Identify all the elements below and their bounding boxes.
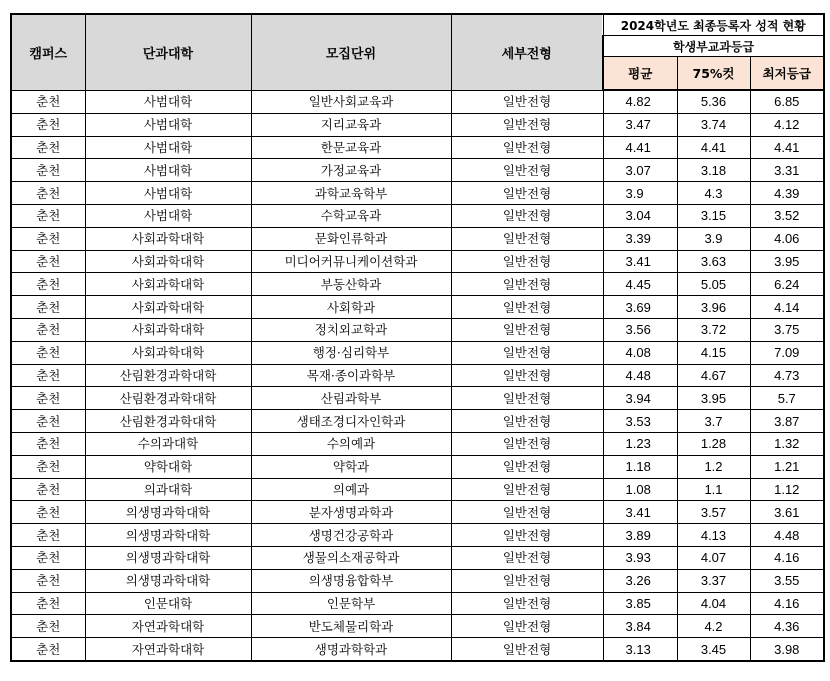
cell-min-grade: 1.21 <box>750 455 824 478</box>
cell-unit: 약학과 <box>251 455 451 478</box>
cell-college: 산림환경과학대학 <box>85 410 251 433</box>
cell-min-grade: 6.85 <box>750 90 824 113</box>
cell-college: 인문대학 <box>85 592 251 615</box>
cell-track: 일반전형 <box>451 250 603 273</box>
cell-unit: 수학교육과 <box>251 204 451 227</box>
cell-track: 일반전형 <box>451 341 603 364</box>
cell-track: 일반전형 <box>451 546 603 569</box>
cell-unit: 생명과학학과 <box>251 638 451 661</box>
header-track: 세부전형 <box>451 14 603 90</box>
header-average: 평균 <box>603 57 677 91</box>
cell-college: 사회과학대학 <box>85 250 251 273</box>
cell-75-cut: 4.07 <box>677 546 750 569</box>
header-unit: 모집단위 <box>251 14 451 90</box>
cell-min-grade: 4.14 <box>750 296 824 319</box>
cell-college: 산림환경과학대학 <box>85 364 251 387</box>
cell-campus: 춘천 <box>11 296 85 319</box>
cell-campus: 춘천 <box>11 546 85 569</box>
cell-min-grade: 4.06 <box>750 227 824 250</box>
table-row <box>11 546 824 569</box>
cell-college: 사회과학대학 <box>85 296 251 319</box>
cell-campus: 춘천 <box>11 455 85 478</box>
cell-unit: 정치외교학과 <box>251 318 451 341</box>
cell-track: 일반전형 <box>451 318 603 341</box>
cell-75-cut: 1.28 <box>677 432 750 455</box>
cell-unit: 분자생명과학과 <box>251 501 451 524</box>
cell-75-cut: 4.3 <box>677 182 750 205</box>
cell-college: 의생명과학대학 <box>85 569 251 592</box>
header-grade-title: 학생부교과등급 <box>603 36 824 57</box>
cell-min-grade: 3.87 <box>750 410 824 433</box>
cell-75-cut: 3.15 <box>677 204 750 227</box>
table-row <box>11 90 824 113</box>
cell-college: 사범대학 <box>85 204 251 227</box>
header-score-title: 2024학년도 최종등록자 성적 현황 <box>603 14 824 36</box>
cell-college: 사회과학대학 <box>85 318 251 341</box>
cell-college: 사회과학대학 <box>85 341 251 364</box>
cell-campus: 춘천 <box>11 410 85 433</box>
cell-track: 일반전형 <box>451 638 603 661</box>
cell-campus: 춘천 <box>11 364 85 387</box>
cell-unit: 인문학부 <box>251 592 451 615</box>
cell-campus: 춘천 <box>11 592 85 615</box>
cell-track: 일반전형 <box>451 364 603 387</box>
cell-campus: 춘천 <box>11 478 85 501</box>
cell-75-cut: 3.9 <box>677 227 750 250</box>
cell-college: 의생명과학대학 <box>85 546 251 569</box>
cell-average: 3.07 <box>603 159 677 182</box>
cell-min-grade: 3.55 <box>750 569 824 592</box>
cell-campus: 춘천 <box>11 387 85 410</box>
cell-track: 일반전형 <box>451 569 603 592</box>
table-row <box>11 204 824 227</box>
cell-75-cut: 3.74 <box>677 113 750 136</box>
cell-unit: 의예과 <box>251 478 451 501</box>
cell-college: 의과대학 <box>85 478 251 501</box>
cell-average: 3.89 <box>603 524 677 547</box>
cell-track: 일반전형 <box>451 410 603 433</box>
cell-campus: 춘천 <box>11 318 85 341</box>
cell-average: 1.08 <box>603 478 677 501</box>
cell-college: 사범대학 <box>85 182 251 205</box>
cell-campus: 춘천 <box>11 204 85 227</box>
cell-unit: 행정·심리학부 <box>251 341 451 364</box>
cell-college: 사범대학 <box>85 159 251 182</box>
cell-unit: 미디어커뮤니케이션학과 <box>251 250 451 273</box>
cell-unit: 목재·종이과학부 <box>251 364 451 387</box>
cell-75-cut: 4.13 <box>677 524 750 547</box>
cell-average: 3.41 <box>603 501 677 524</box>
cell-min-grade: 3.31 <box>750 159 824 182</box>
cell-track: 일반전형 <box>451 501 603 524</box>
cell-campus: 춘천 <box>11 638 85 661</box>
cell-college: 사범대학 <box>85 90 251 113</box>
cell-75-cut: 3.72 <box>677 318 750 341</box>
cell-college: 사회과학대학 <box>85 273 251 296</box>
table-body <box>11 90 824 661</box>
cell-average: 3.93 <box>603 546 677 569</box>
cell-campus: 춘천 <box>11 113 85 136</box>
cell-min-grade: 1.12 <box>750 478 824 501</box>
cell-min-grade: 4.48 <box>750 524 824 547</box>
table-row <box>11 501 824 524</box>
cell-75-cut: 1.2 <box>677 455 750 478</box>
cell-average: 3.39 <box>603 227 677 250</box>
cell-average: 4.45 <box>603 273 677 296</box>
cell-track: 일반전형 <box>451 524 603 547</box>
cell-min-grade: 4.36 <box>750 615 824 638</box>
cell-average: 1.18 <box>603 455 677 478</box>
cell-campus: 춘천 <box>11 524 85 547</box>
cell-average: 3.69 <box>603 296 677 319</box>
cell-75-cut: 3.95 <box>677 387 750 410</box>
cell-unit: 반도체물리학과 <box>251 615 451 638</box>
table-row <box>11 455 824 478</box>
cell-min-grade: 3.98 <box>750 638 824 661</box>
cell-average: 3.47 <box>603 113 677 136</box>
cell-average: 4.41 <box>603 136 677 159</box>
cell-campus: 춘천 <box>11 136 85 159</box>
cell-track: 일반전형 <box>451 136 603 159</box>
cell-75-cut: 3.7 <box>677 410 750 433</box>
cell-unit: 과학교육학부 <box>251 182 451 205</box>
cell-college: 자연과학대학 <box>85 615 251 638</box>
table-row <box>11 638 824 661</box>
cell-min-grade: 1.32 <box>750 432 824 455</box>
cell-track: 일반전형 <box>451 455 603 478</box>
cell-75-cut: 1.1 <box>677 478 750 501</box>
cell-average: 3.04 <box>603 204 677 227</box>
cell-min-grade: 3.61 <box>750 501 824 524</box>
cell-college: 의생명과학대학 <box>85 501 251 524</box>
table-row <box>11 250 824 273</box>
cell-average: 1.23 <box>603 432 677 455</box>
cell-track: 일반전형 <box>451 387 603 410</box>
cell-track: 일반전형 <box>451 204 603 227</box>
cell-track: 일반전형 <box>451 182 603 205</box>
cell-75-cut: 4.41 <box>677 136 750 159</box>
cell-college: 의생명과학대학 <box>85 524 251 547</box>
cell-75-cut: 3.18 <box>677 159 750 182</box>
cell-unit: 생태조경디자인학과 <box>251 410 451 433</box>
cell-campus: 춘천 <box>11 432 85 455</box>
cell-campus: 춘천 <box>11 90 85 113</box>
cell-unit: 가정교육과 <box>251 159 451 182</box>
cell-min-grade: 3.75 <box>750 318 824 341</box>
table-row <box>11 478 824 501</box>
cell-unit: 지리교육과 <box>251 113 451 136</box>
cell-college: 사범대학 <box>85 113 251 136</box>
header-college: 단과대학 <box>85 14 251 90</box>
cell-campus: 춘천 <box>11 227 85 250</box>
table-row <box>11 182 824 205</box>
cell-min-grade: 5.7 <box>750 387 824 410</box>
table-row <box>11 592 824 615</box>
table-row <box>11 113 824 136</box>
cell-track: 일반전형 <box>451 592 603 615</box>
table-row <box>11 136 824 159</box>
cell-75-cut: 3.96 <box>677 296 750 319</box>
cell-75-cut: 4.04 <box>677 592 750 615</box>
cell-unit: 사회학과 <box>251 296 451 319</box>
cell-average: 3.56 <box>603 318 677 341</box>
cell-college: 사범대학 <box>85 136 251 159</box>
cell-track: 일반전형 <box>451 113 603 136</box>
cell-min-grade: 4.12 <box>750 113 824 136</box>
cell-campus: 춘천 <box>11 250 85 273</box>
cell-track: 일반전형 <box>451 296 603 319</box>
table-row <box>11 387 824 410</box>
cell-track: 일반전형 <box>451 615 603 638</box>
cell-campus: 춘천 <box>11 569 85 592</box>
cell-75-cut: 4.15 <box>677 341 750 364</box>
cell-unit: 수의예과 <box>251 432 451 455</box>
cell-average: 3.53 <box>603 410 677 433</box>
admission-score-table <box>10 13 825 662</box>
cell-track: 일반전형 <box>451 90 603 113</box>
header-75-cut: 75%컷 <box>677 57 750 91</box>
cell-min-grade: 4.41 <box>750 136 824 159</box>
cell-campus: 춘천 <box>11 159 85 182</box>
cell-min-grade: 3.95 <box>750 250 824 273</box>
cell-campus: 춘천 <box>11 182 85 205</box>
table-row <box>11 296 824 319</box>
cell-campus: 춘천 <box>11 501 85 524</box>
cell-track: 일반전형 <box>451 227 603 250</box>
table-row <box>11 273 824 296</box>
table-row <box>11 615 824 638</box>
cell-unit: 생명건강공학과 <box>251 524 451 547</box>
cell-campus: 춘천 <box>11 615 85 638</box>
cell-average: 4.82 <box>603 90 677 113</box>
table-row <box>11 410 824 433</box>
cell-college: 자연과학대학 <box>85 638 251 661</box>
cell-college: 약학대학 <box>85 455 251 478</box>
cell-average: 3.41 <box>603 250 677 273</box>
cell-campus: 춘천 <box>11 341 85 364</box>
cell-track: 일반전형 <box>451 478 603 501</box>
cell-75-cut: 3.57 <box>677 501 750 524</box>
cell-unit: 일반사회교육과 <box>251 90 451 113</box>
cell-unit: 산림과학부 <box>251 387 451 410</box>
table-row <box>11 227 824 250</box>
header-min-grade: 최저등급 <box>750 57 824 91</box>
cell-unit: 한문교육과 <box>251 136 451 159</box>
cell-min-grade: 7.09 <box>750 341 824 364</box>
cell-average: 3.94 <box>603 387 677 410</box>
table-row <box>11 341 824 364</box>
cell-track: 일반전형 <box>451 159 603 182</box>
cell-average: 4.08 <box>603 341 677 364</box>
cell-min-grade: 4.73 <box>750 364 824 387</box>
cell-average: 3.9 <box>603 182 677 205</box>
cell-75-cut: 5.05 <box>677 273 750 296</box>
cell-min-grade: 4.16 <box>750 592 824 615</box>
cell-college: 사회과학대학 <box>85 227 251 250</box>
cell-college: 산림환경과학대학 <box>85 387 251 410</box>
cell-min-grade: 4.16 <box>750 546 824 569</box>
header-campus: 캠퍼스 <box>11 14 85 90</box>
table-row <box>11 569 824 592</box>
cell-min-grade: 3.52 <box>750 204 824 227</box>
cell-unit: 부동산학과 <box>251 273 451 296</box>
cell-min-grade: 6.24 <box>750 273 824 296</box>
cell-average: 3.13 <box>603 638 677 661</box>
table-row <box>11 318 824 341</box>
cell-college: 수의과대학 <box>85 432 251 455</box>
cell-unit: 의생명융합학부 <box>251 569 451 592</box>
cell-track: 일반전형 <box>451 432 603 455</box>
cell-campus: 춘천 <box>11 273 85 296</box>
cell-average: 3.84 <box>603 615 677 638</box>
cell-unit: 문화인류학과 <box>251 227 451 250</box>
cell-75-cut: 5.36 <box>677 90 750 113</box>
cell-average: 3.85 <box>603 592 677 615</box>
table-row <box>11 432 824 455</box>
cell-average: 4.48 <box>603 364 677 387</box>
cell-average: 3.26 <box>603 569 677 592</box>
cell-min-grade: 4.39 <box>750 182 824 205</box>
cell-75-cut: 3.37 <box>677 569 750 592</box>
cell-75-cut: 3.45 <box>677 638 750 661</box>
cell-75-cut: 4.2 <box>677 615 750 638</box>
table-row <box>11 364 824 387</box>
table-row <box>11 524 824 547</box>
cell-track: 일반전형 <box>451 273 603 296</box>
cell-75-cut: 3.63 <box>677 250 750 273</box>
table-row <box>11 159 824 182</box>
cell-75-cut: 4.67 <box>677 364 750 387</box>
cell-unit: 생물의소재공학과 <box>251 546 451 569</box>
